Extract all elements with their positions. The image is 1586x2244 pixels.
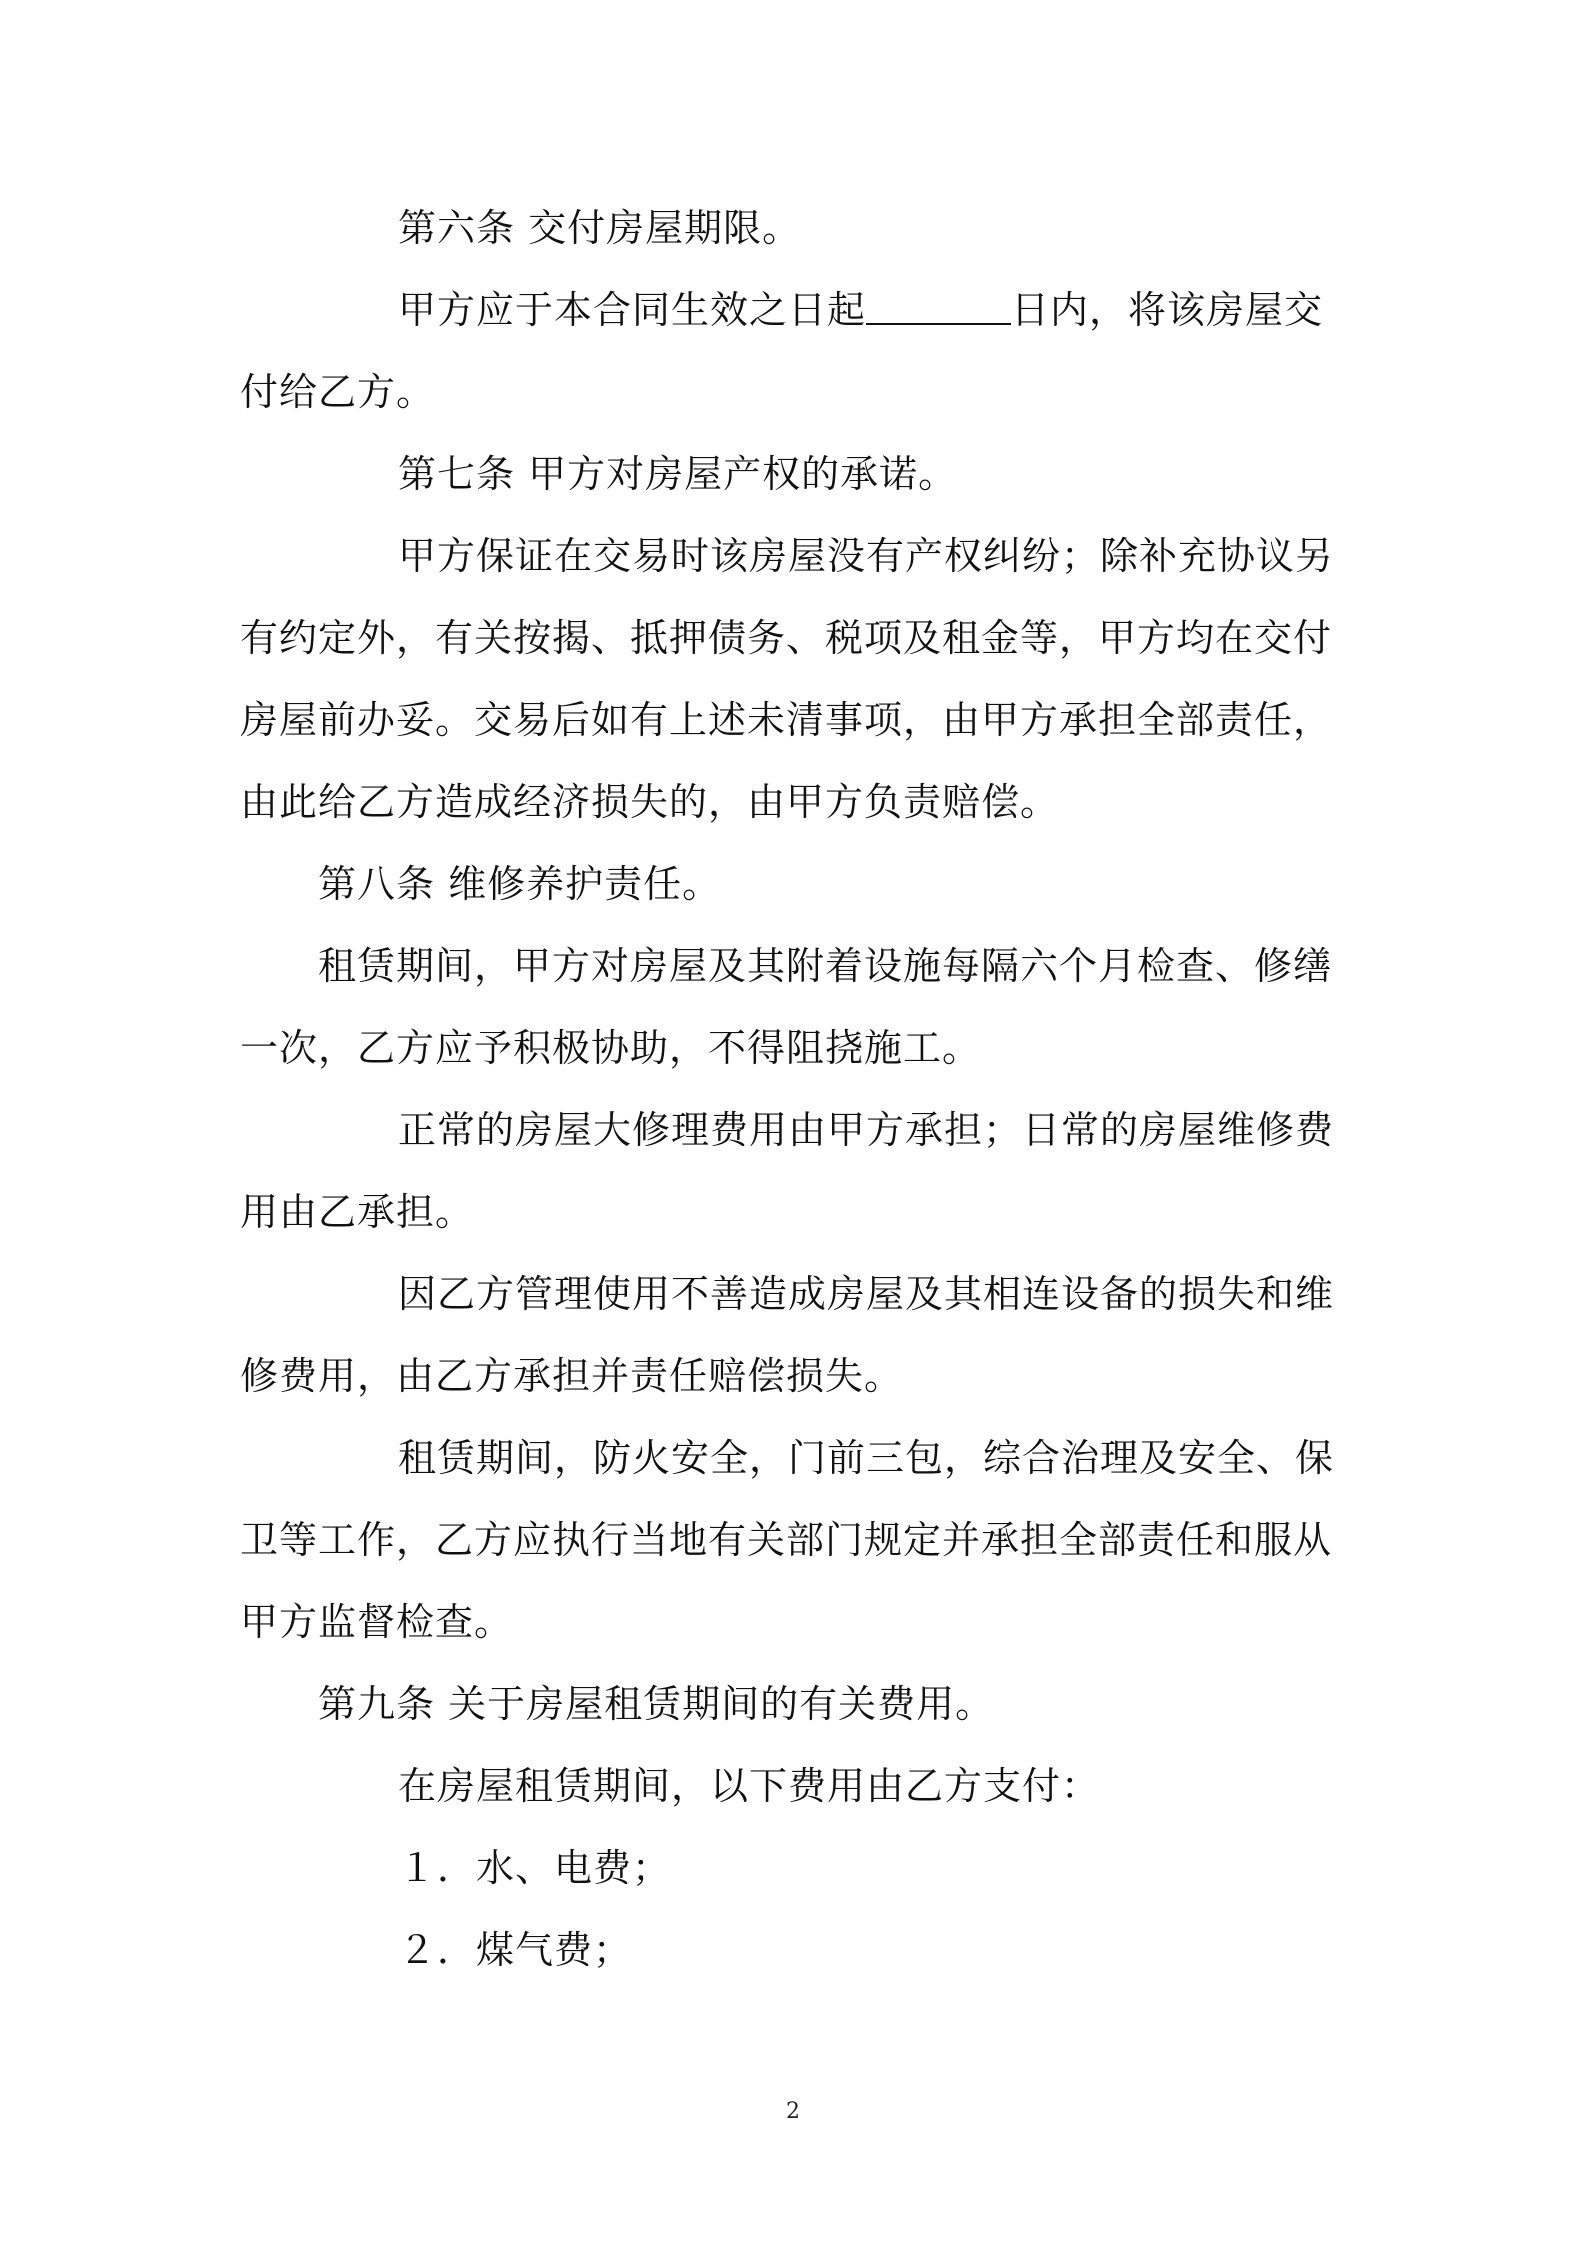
article-9-intro: 在房屋租赁期间，以下费用由乙方支付：: [398, 1764, 1101, 1808]
article-8-para-1-line-2: 一次，乙方应予积极协助，不得阻挠施工。: [240, 1026, 982, 1070]
article-6-text-part-1: 甲方应于本合同生效之日起: [398, 288, 867, 332]
article-8-para-2-line-1: 正常的房屋大修理费用由甲方承担；日常的房屋维修费: [398, 1108, 1335, 1152]
article-6-text-part-2: 日内，将该房屋交: [1011, 288, 1324, 332]
article-7-text-line-2: 有约定外，有关按揭、抵押债务、税项及租金等，甲方均在交付: [240, 616, 1333, 660]
article-9-heading: 第九条 关于房屋租赁期间的有关费用。: [318, 1682, 995, 1726]
article-8-para-3-line-2: 修费用，由乙方承担并责任赔偿损失。: [240, 1354, 904, 1398]
article-8-para-4-line-3: 甲方监督检查。: [240, 1600, 514, 1644]
article-8-para-4-line-2: 卫等工作，乙方应执行当地有关部门规定并承担全部责任和服从: [240, 1518, 1333, 1562]
article-8-para-1-line-1: 租赁期间，甲方对房屋及其附着设施每隔六个月检查、修缮: [318, 944, 1333, 988]
article-6-text-line-2: 付给乙方。: [240, 370, 436, 414]
article-8-para-3-line-1: 因乙方管理使用不善造成房屋及其相连设备的损失和维: [398, 1272, 1335, 1316]
article-7-text-line-4: 由此给乙方造成经济损失的，由甲方负责赔偿。: [240, 780, 1060, 824]
article-6-text-line-1: [398, 286, 1323, 334]
page-number: 2: [786, 2099, 800, 2124]
article-8-para-4-line-1: 租赁期间，防火安全，门前三包，综合治理及安全、保: [398, 1436, 1335, 1480]
article-7-text-line-1: 甲方保证在交易时该房屋没有产权纠纷；除补充协议另: [398, 534, 1335, 578]
article-8-para-2-line-2: 用由乙承担。: [240, 1190, 475, 1234]
article-8-heading: 第八条 维修养护责任。: [318, 862, 722, 906]
fee-list-item-1: １．水、电费；: [398, 1846, 672, 1890]
article-6-heading: 第六条 交付房屋期限。: [398, 206, 802, 250]
fee-list-item-2: ２．煤气费；: [398, 1928, 633, 1972]
article-7-text-line-3: 房屋前办妥。交易后如有上述未清事项，由甲方承担全部责任，: [240, 698, 1333, 742]
article-7-heading: 第七条 甲方对房屋产权的承诺。: [398, 452, 958, 496]
days-blank-field: [866, 293, 1011, 325]
